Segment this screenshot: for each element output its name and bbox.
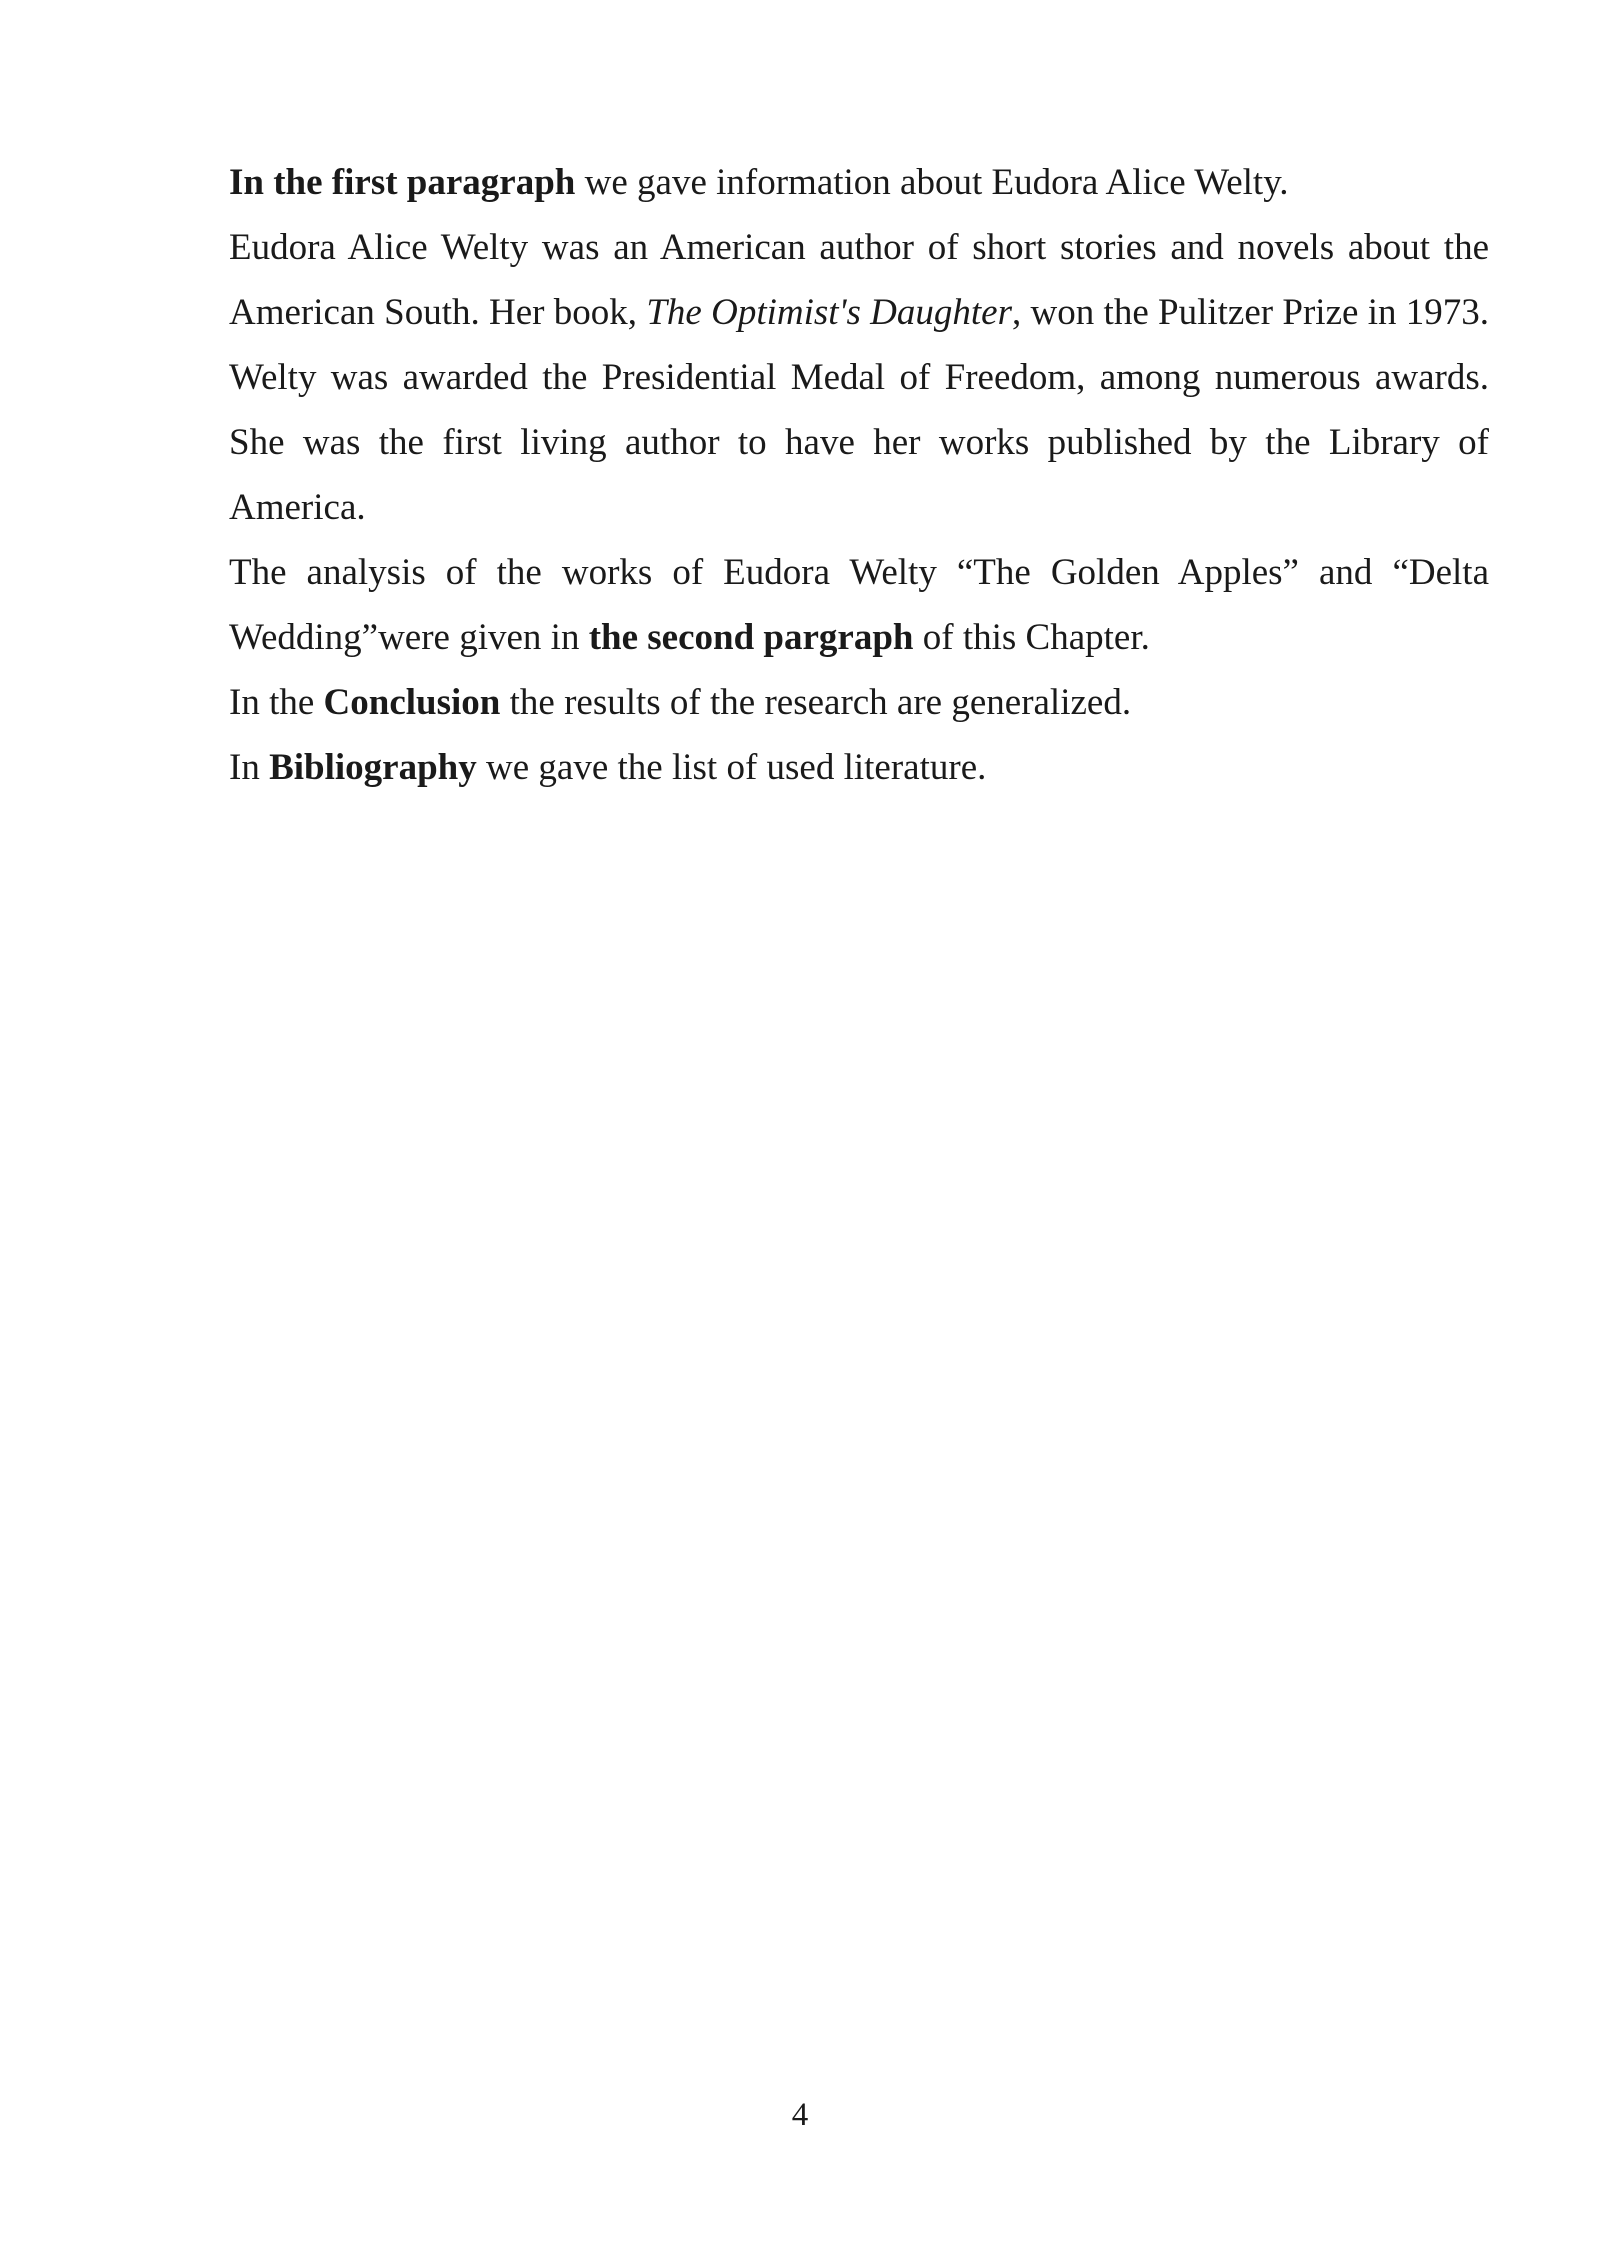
text-run: we gave information about Eudora Alice Welty. — [575, 162, 1289, 203]
text-run: of this Chapter. — [913, 617, 1150, 658]
paragraph-bibliography — [229, 735, 1489, 800]
text-run: the results of the research are generalized. — [500, 682, 1132, 723]
paragraph-first-paragraph-intro — [229, 150, 1489, 215]
text-run: In the — [229, 682, 324, 723]
text-run: , won the Pulitzer Prize in 1973. Welty was awarded the Presidential Medal of Freedom, among numerous awards. She was the first living author to have her works published by the Library of America. — [229, 292, 1490, 528]
bold-phrase: Conclusion — [323, 682, 501, 723]
bold-phrase: Bibliography — [269, 747, 477, 788]
paragraph-second-paragraph-intro — [229, 540, 1489, 670]
text-run: we gave the list of used literature. — [476, 747, 987, 788]
paragraph-conclusion — [229, 670, 1489, 735]
text-run: In — [229, 747, 270, 788]
paragraph-welty-bio — [229, 215, 1489, 540]
text-run: The analysis of the works of Eudora Welty “The Golden Apples” and “Delta Wedding”were given in — [229, 552, 1489, 658]
page-number: 4 — [791, 2097, 809, 2133]
bold-phrase: In the first paragraph — [229, 162, 576, 203]
book-title: The Optimist's Daughter — [646, 292, 1012, 333]
bold-phrase: the second pargraph — [588, 617, 914, 658]
body-text — [229, 150, 1489, 800]
text-run: Eudora Alice Welty was an American author of short stories and novels about the American South. Her book, — [229, 227, 1489, 333]
